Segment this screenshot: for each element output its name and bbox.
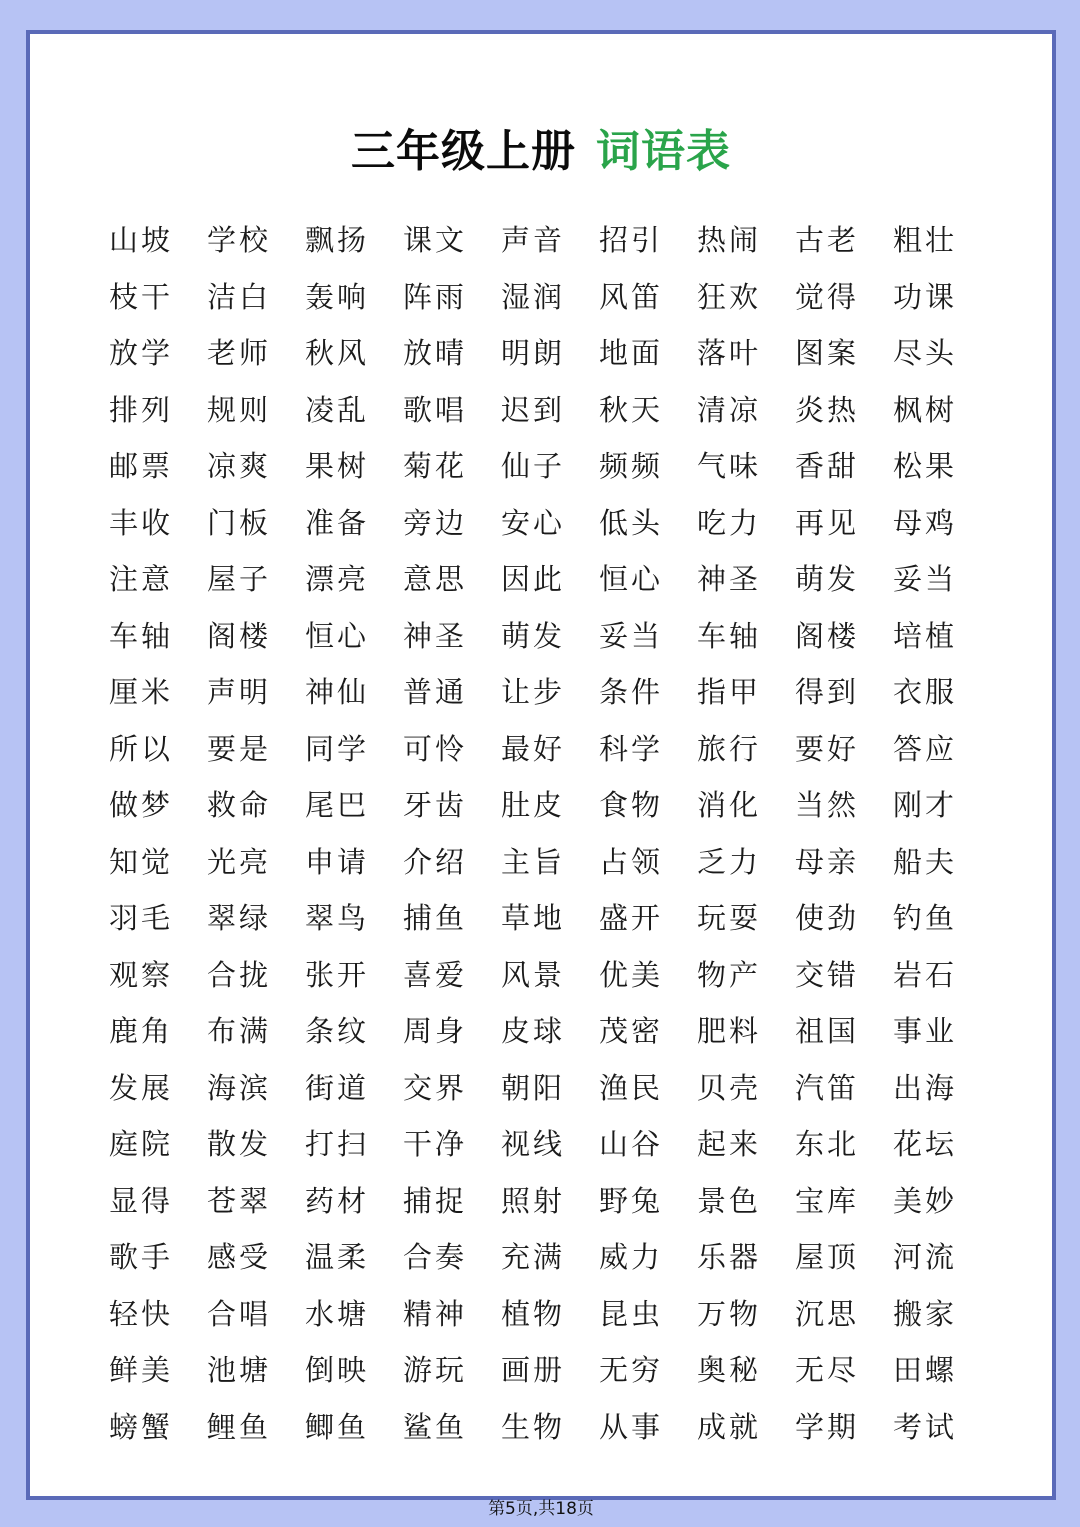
word-item: 万物 <box>697 1296 762 1331</box>
word-item: 周身 <box>403 1014 468 1048</box>
word-item: 频频 <box>599 449 664 483</box>
word-item: 车轴 <box>697 618 762 653</box>
word-item: 山谷 <box>599 1127 664 1161</box>
word-item: 意思 <box>403 562 468 596</box>
word-item: 阁楼 <box>207 618 272 653</box>
word-item: 景色 <box>697 1183 762 1218</box>
word-item: 花坛 <box>893 1127 958 1161</box>
word-item: 充满 <box>501 1240 566 1274</box>
word-item: 合奏 <box>403 1240 468 1274</box>
word-item: 捕捉 <box>403 1183 468 1218</box>
word-item: 贝壳 <box>697 1070 762 1105</box>
word-item: 照射 <box>501 1183 566 1218</box>
word-item: 倒映 <box>305 1353 370 1387</box>
word-item: 秋风 <box>305 336 370 370</box>
word-item: 生物 <box>501 1409 566 1444</box>
word-item: 船夫 <box>893 844 958 879</box>
word-item: 丰收 <box>109 505 174 540</box>
word-item: 安心 <box>501 505 566 540</box>
word-item: 条纹 <box>305 1014 370 1048</box>
word-item: 考试 <box>893 1409 958 1444</box>
word-item: 药材 <box>305 1183 370 1218</box>
word-item: 茂密 <box>599 1014 664 1048</box>
word-item: 水塘 <box>305 1296 370 1331</box>
word-item: 热闹 <box>697 223 762 257</box>
word-item: 普通 <box>403 675 468 709</box>
word-item: 仙子 <box>501 449 566 483</box>
word-table <box>109 212 991 1455</box>
word-item: 阵雨 <box>403 279 468 314</box>
word-item: 占领 <box>599 844 664 879</box>
word-item: 古老 <box>795 223 860 257</box>
word-item: 歌唱 <box>403 392 468 427</box>
word-item: 美妙 <box>893 1183 958 1218</box>
word-item: 湿润 <box>501 279 566 314</box>
word-item: 翠绿 <box>207 901 272 935</box>
word-item: 妥当 <box>599 618 664 653</box>
word-item: 屋子 <box>207 562 272 596</box>
word-item: 河流 <box>893 1240 958 1274</box>
word-item: 观察 <box>109 957 174 992</box>
word-item: 神仙 <box>305 675 370 709</box>
word-item: 炎热 <box>795 392 860 427</box>
word-item: 同学 <box>305 731 370 766</box>
word-item: 光亮 <box>207 844 272 879</box>
word-item: 学期 <box>795 1409 860 1444</box>
word-item: 渔民 <box>599 1070 664 1105</box>
word-item: 地面 <box>599 336 664 370</box>
word-item: 老师 <box>207 336 272 370</box>
word-item: 鹿角 <box>109 1014 174 1048</box>
word-item: 最好 <box>501 731 566 766</box>
word-item: 得到 <box>795 675 860 709</box>
word-item: 张开 <box>305 957 370 992</box>
word-item: 食物 <box>599 788 664 822</box>
word-item: 萌发 <box>795 562 860 596</box>
word-item: 枫树 <box>893 392 958 427</box>
word-item: 放学 <box>109 336 174 370</box>
word-item: 野兔 <box>599 1183 664 1218</box>
word-item: 母亲 <box>795 844 860 879</box>
word-item: 旁边 <box>403 505 468 540</box>
word-item: 画册 <box>501 1353 566 1387</box>
word-item: 恒心 <box>599 562 664 596</box>
word-item: 海滨 <box>207 1070 272 1105</box>
word-item: 邮票 <box>109 449 174 483</box>
word-item: 介绍 <box>403 844 468 879</box>
word-item: 尽头 <box>893 336 958 370</box>
word-item: 鲫鱼 <box>305 1409 370 1444</box>
word-item: 盛开 <box>599 901 664 935</box>
word-item: 乐器 <box>697 1240 762 1274</box>
word-item: 图案 <box>795 336 860 370</box>
word-item: 喜爱 <box>403 957 468 992</box>
word-item: 庭院 <box>109 1127 174 1161</box>
word-item: 阁楼 <box>795 618 860 653</box>
word-item: 威力 <box>599 1240 664 1274</box>
word-item: 汽笛 <box>795 1070 860 1105</box>
page-title <box>30 122 1052 182</box>
word-item: 山坡 <box>109 223 174 257</box>
word-item: 狂欢 <box>697 279 762 314</box>
word-item: 岩石 <box>893 957 958 992</box>
word-item: 屋顶 <box>795 1240 860 1274</box>
word-item: 发展 <box>109 1070 174 1105</box>
word-item: 沉思 <box>795 1296 860 1331</box>
word-item: 放晴 <box>403 336 468 370</box>
word-item: 落叶 <box>697 336 762 370</box>
word-item: 可怜 <box>403 731 468 766</box>
word-item: 牙齿 <box>403 788 468 822</box>
word-item: 肚皮 <box>501 788 566 822</box>
word-item: 风笛 <box>599 279 664 314</box>
word-item: 交界 <box>403 1070 468 1105</box>
word-item: 衣服 <box>893 675 958 709</box>
word-item: 培植 <box>893 618 958 653</box>
word-item: 觉得 <box>795 279 860 314</box>
word-item: 宝库 <box>795 1183 860 1218</box>
word-item: 钓鱼 <box>893 901 958 935</box>
word-item: 枝干 <box>109 279 174 314</box>
word-item: 乏力 <box>697 844 762 879</box>
word-item: 植物 <box>501 1296 566 1331</box>
word-item: 飘扬 <box>305 223 370 257</box>
word-item: 刚才 <box>893 788 958 822</box>
word-item: 做梦 <box>109 788 174 822</box>
word-item: 使劲 <box>795 901 860 935</box>
word-item: 声明 <box>207 675 272 709</box>
word-item: 漂亮 <box>305 562 370 596</box>
title-highlight: 词语表 <box>596 126 731 177</box>
word-item: 神圣 <box>403 618 468 653</box>
word-item: 祖国 <box>795 1014 860 1048</box>
word-item: 苍翠 <box>207 1183 272 1218</box>
word-item: 鲜美 <box>109 1353 174 1387</box>
word-item: 迟到 <box>501 392 566 427</box>
title-main: 三年级上册 <box>351 126 576 177</box>
word-item: 视线 <box>501 1127 566 1161</box>
word-item: 指甲 <box>697 675 762 709</box>
word-item: 科学 <box>599 731 664 766</box>
word-item: 奥秘 <box>697 1353 762 1387</box>
word-item: 消化 <box>697 788 762 822</box>
word-item: 事业 <box>893 1014 958 1048</box>
word-item: 无穷 <box>599 1353 664 1387</box>
word-item: 感受 <box>207 1240 272 1274</box>
word-item: 申请 <box>305 844 370 879</box>
word-item: 鲨鱼 <box>403 1409 468 1444</box>
word-item: 规则 <box>207 392 272 427</box>
word-item: 羽毛 <box>109 901 174 935</box>
word-item: 萌发 <box>501 618 566 653</box>
worksheet-page <box>26 30 1056 1519</box>
word-item: 歌手 <box>109 1240 174 1274</box>
word-item: 草地 <box>501 901 566 935</box>
word-item: 秋天 <box>599 392 664 427</box>
word-item: 条件 <box>599 675 664 709</box>
word-item: 尾巴 <box>305 788 370 822</box>
word-item: 声音 <box>501 223 566 257</box>
word-item: 课文 <box>403 223 468 257</box>
word-item: 凌乱 <box>305 392 370 427</box>
word-item: 功课 <box>893 279 958 314</box>
word-item: 粗壮 <box>893 223 958 257</box>
word-item: 街道 <box>305 1070 370 1105</box>
word-item: 排列 <box>109 392 174 427</box>
word-item: 厘米 <box>109 675 174 709</box>
word-item: 学校 <box>207 223 272 257</box>
word-item: 玩耍 <box>697 901 762 935</box>
word-item: 打扫 <box>305 1127 370 1161</box>
word-item: 低头 <box>599 505 664 540</box>
word-item: 搬家 <box>893 1296 958 1331</box>
word-item: 凉爽 <box>207 449 272 483</box>
word-item: 无尽 <box>795 1353 860 1387</box>
word-item: 风景 <box>501 957 566 992</box>
word-item: 起来 <box>697 1127 762 1161</box>
word-item: 交错 <box>795 957 860 992</box>
word-item: 干净 <box>403 1127 468 1161</box>
word-item: 要好 <box>795 731 860 766</box>
word-item: 显得 <box>109 1183 174 1218</box>
word-item: 果树 <box>305 449 370 483</box>
word-item: 神圣 <box>697 562 762 596</box>
word-item: 合唱 <box>207 1296 272 1331</box>
word-item: 东北 <box>795 1127 860 1161</box>
word-item: 注意 <box>109 562 174 596</box>
word-item: 妥当 <box>893 562 958 596</box>
word-item: 翠鸟 <box>305 901 370 935</box>
word-item: 知觉 <box>109 844 174 879</box>
word-item: 轻快 <box>109 1296 174 1331</box>
word-item: 菊花 <box>403 449 468 483</box>
word-item: 游玩 <box>403 1353 468 1387</box>
word-item: 捕鱼 <box>403 901 468 935</box>
word-item: 招引 <box>599 223 664 257</box>
word-item: 洁白 <box>207 279 272 314</box>
page-number: 第5页,共18页 <box>488 1499 594 1519</box>
word-item: 因此 <box>501 562 566 596</box>
word-item: 优美 <box>599 957 664 992</box>
word-item: 物产 <box>697 957 762 992</box>
word-item: 肥料 <box>697 1014 762 1048</box>
word-item: 皮球 <box>501 1014 566 1048</box>
word-item: 门板 <box>207 505 272 540</box>
word-item: 要是 <box>207 731 272 766</box>
word-item: 主旨 <box>501 844 566 879</box>
word-item: 车轴 <box>109 618 174 653</box>
word-item: 所以 <box>109 731 174 766</box>
word-item: 母鸡 <box>893 505 958 540</box>
word-item: 答应 <box>893 731 958 766</box>
word-item: 吃力 <box>697 505 762 540</box>
word-item: 轰响 <box>305 279 370 314</box>
word-item: 池塘 <box>207 1353 272 1387</box>
word-item: 鲤鱼 <box>207 1409 272 1444</box>
word-item: 让步 <box>501 675 566 709</box>
word-item: 精神 <box>403 1296 468 1331</box>
word-item: 松果 <box>893 449 958 483</box>
word-item: 散发 <box>207 1127 272 1161</box>
word-item: 昆虫 <box>599 1296 664 1331</box>
word-item: 恒心 <box>305 618 370 653</box>
word-item: 布满 <box>207 1014 272 1048</box>
word-item: 田螺 <box>893 1353 958 1387</box>
word-item: 螃蟹 <box>109 1409 174 1444</box>
word-item: 救命 <box>207 788 272 822</box>
word-item: 气味 <box>697 449 762 483</box>
word-item: 成就 <box>697 1409 762 1444</box>
word-item: 准备 <box>305 505 370 540</box>
word-item: 出海 <box>893 1070 958 1105</box>
word-item: 当然 <box>795 788 860 822</box>
word-item: 温柔 <box>305 1240 370 1274</box>
word-item: 朝阳 <box>501 1070 566 1105</box>
word-item: 合拢 <box>207 957 272 992</box>
word-item: 香甜 <box>795 449 860 483</box>
word-item: 明朗 <box>501 336 566 370</box>
word-item: 清凉 <box>697 392 762 427</box>
word-item: 再见 <box>795 505 860 540</box>
word-item: 从事 <box>599 1409 664 1444</box>
word-item: 旅行 <box>697 731 762 766</box>
